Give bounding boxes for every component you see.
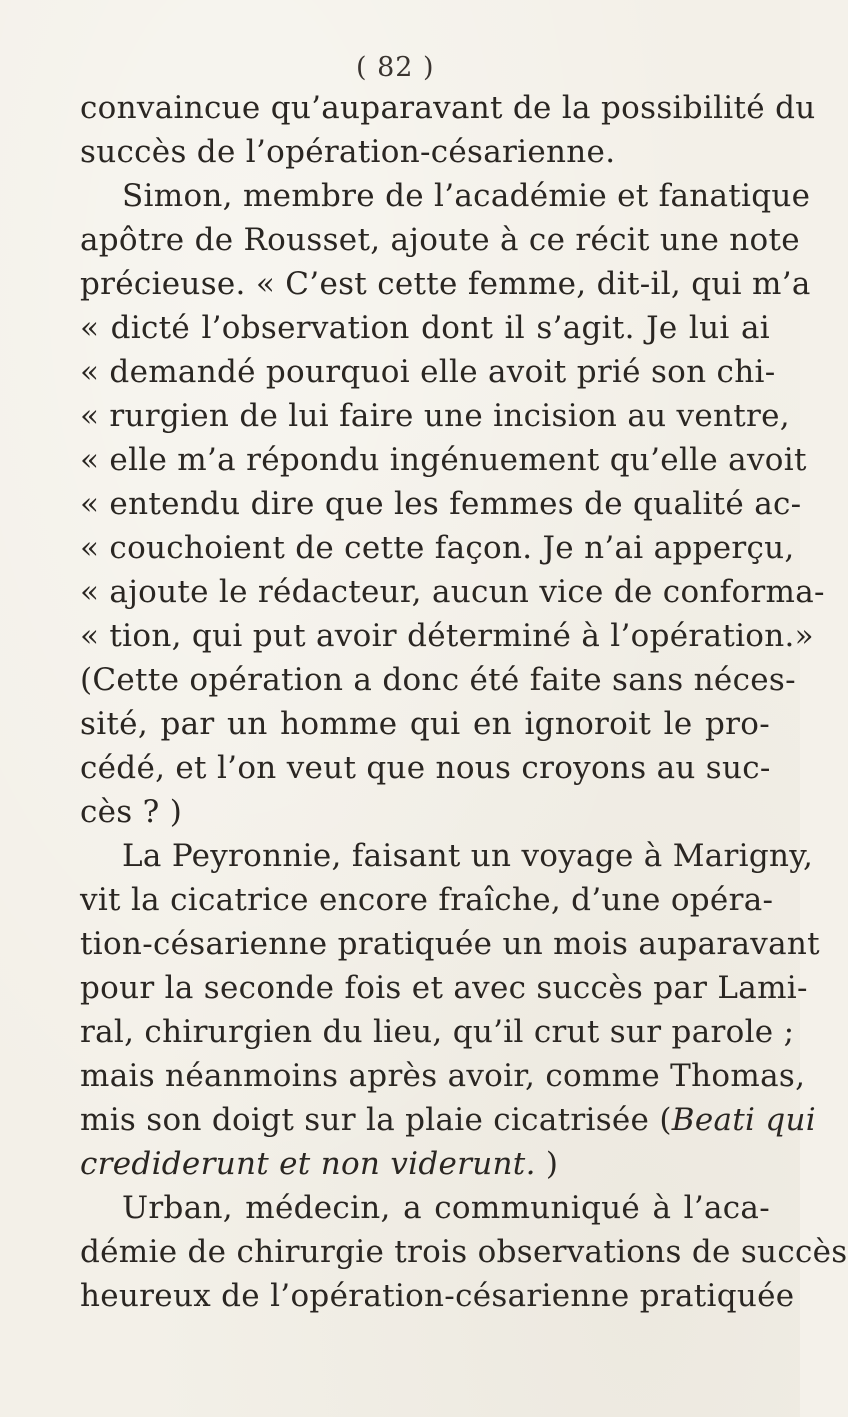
text-line: cédé, et l’on veut que nous croyons au suc- (80, 750, 771, 786)
text-line: heureux de l’opération-césarienne pratiquée (80, 1278, 795, 1314)
text-line: apôtre de Rousset, ajoute à ce récit une note (80, 222, 800, 258)
text-line: « rurgien de lui faire une incision au ventre, (80, 398, 790, 434)
text-line: pour la seconde fois et avec succès par Lami- (80, 970, 808, 1006)
latin-quote: Beati qui (671, 1102, 817, 1138)
text-run: mis son doigt sur la plaie cicatrisée ( (80, 1102, 672, 1138)
text-line: « couchoient de cette façon. Je n’ai apperçu, (80, 530, 795, 566)
text-line: « tion, qui put avoir déterminé à l’opération.» (80, 618, 814, 654)
text-line: sité, par un homme qui en ignoroit le pro- (80, 706, 770, 742)
text-line: « entendu dire que les femmes de qualité ac- (80, 486, 802, 522)
text-line: cès ? ) (80, 794, 183, 830)
text-line: succès de l’opération-césarienne. (80, 134, 616, 170)
latin-quote: crediderunt et non viderunt. (80, 1146, 536, 1182)
text-line: « dicté l’observation dont il s’agit. Je lui ai (80, 310, 770, 346)
text-line: La Peyronnie, faisant un voyage à Marigny, (122, 838, 814, 874)
page-number: ( 82 ) (356, 52, 435, 83)
text-line (80, 1100, 816, 1140)
text-line: tion-césarienne pratiquée un mois auparavant (80, 926, 820, 962)
text-line: convaincue qu’auparavant de la possibilité du (80, 90, 816, 126)
text-line: « elle m’a répondu ingénuement qu’elle avoit (80, 442, 807, 478)
text-line: vit la cicatrice encore fraîche, d’une opéra- (80, 882, 774, 918)
text-line (80, 1144, 558, 1184)
text-line: « demandé pourquoi elle avoit prié son chi- (80, 354, 776, 390)
text-line: mais néanmoins après avoir, comme Thomas, (80, 1058, 806, 1094)
text-line: précieuse. « C’est cette femme, dit-il, qui m’a (80, 266, 811, 302)
text-line: démie de chirurgie trois observations de succès (80, 1234, 848, 1270)
text-line: ral, chirurgien du lieu, qu’il crut sur parole ; (80, 1014, 795, 1050)
text-line: Urban, médecin, a communiqué à l’aca- (122, 1190, 770, 1226)
text-line: Simon, membre de l’académie et fanatique (122, 178, 811, 214)
text-line: « ajoute le rédacteur, aucun vice de conforma- (80, 574, 825, 610)
text-line: (Cette opération a donc été faite sans néces- (80, 662, 796, 698)
text-run: ) (535, 1146, 559, 1182)
